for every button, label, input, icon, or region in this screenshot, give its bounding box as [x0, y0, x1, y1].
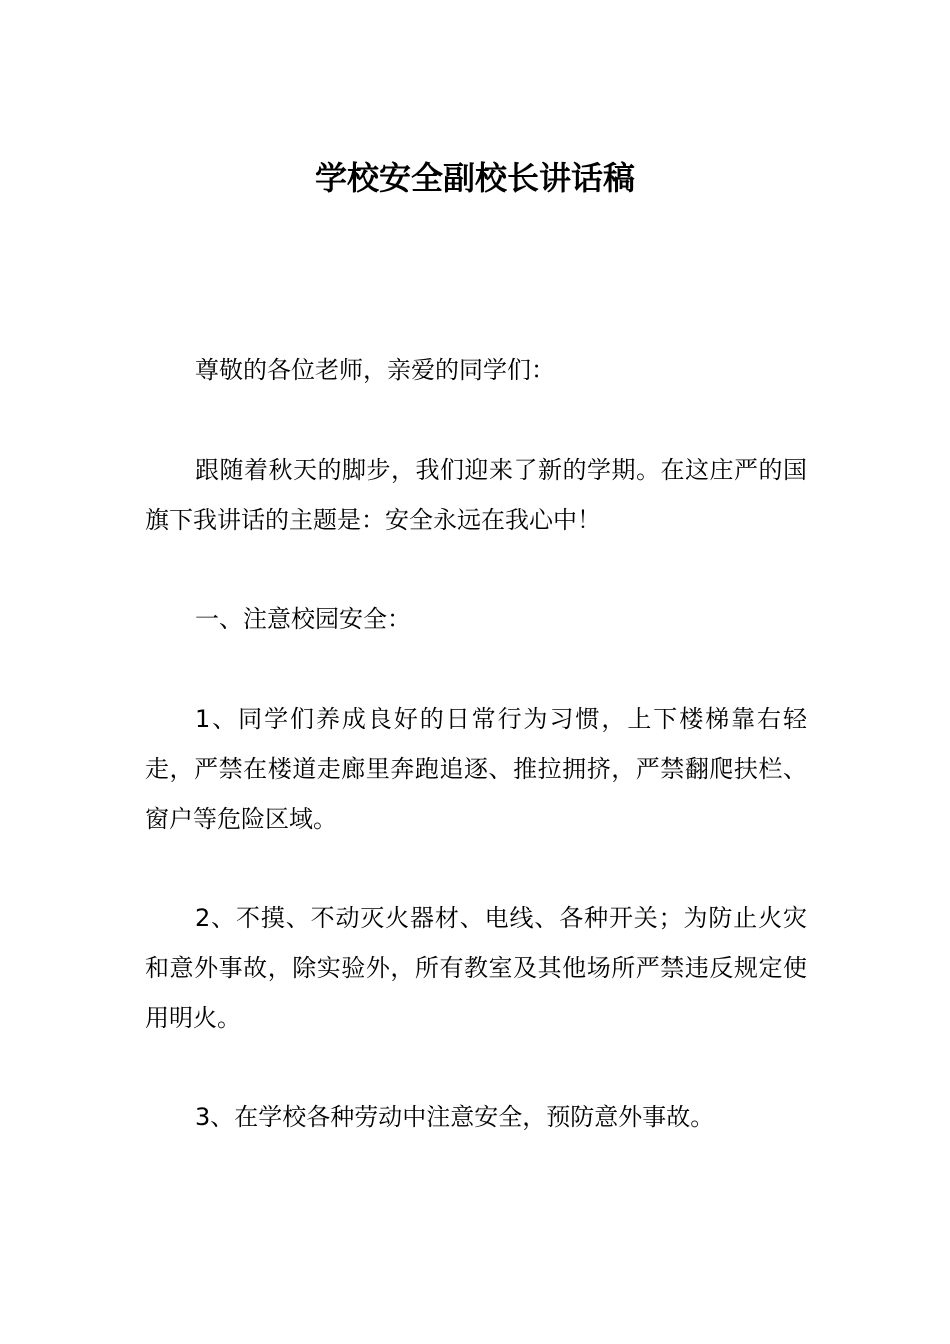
- salutation-paragraph: 尊敬的各位老师，亲爱的同学们：: [195, 356, 555, 384]
- intro-paragraph: 跟随着秋天的脚步，我们迎来了新的学期。在这庄严的国旗下我讲话的主题是：安全永远在我心中！: [145, 456, 807, 534]
- item-2-paragraph: 2、不摸、不动灭火器材、电线、各种开关；为防止火灾和意外事故，除实验外，所有教室及其他场所严禁违反规定使用明火。: [145, 904, 807, 1032]
- item-3-paragraph: 3、在学校各种劳动中注意安全，预防意外事故。: [195, 1103, 715, 1131]
- document-title: 学校安全副校长讲话稿: [314, 159, 635, 197]
- section-heading: 一、注意校园安全：: [195, 605, 411, 633]
- item-1-paragraph: 1、同学们养成良好的日常行为习惯，上下楼梯靠右轻走，严禁在楼道走廊里奔跑追逐、推拉拥挤，严禁翻爬扶栏、窗户等危险区域。: [145, 705, 807, 833]
